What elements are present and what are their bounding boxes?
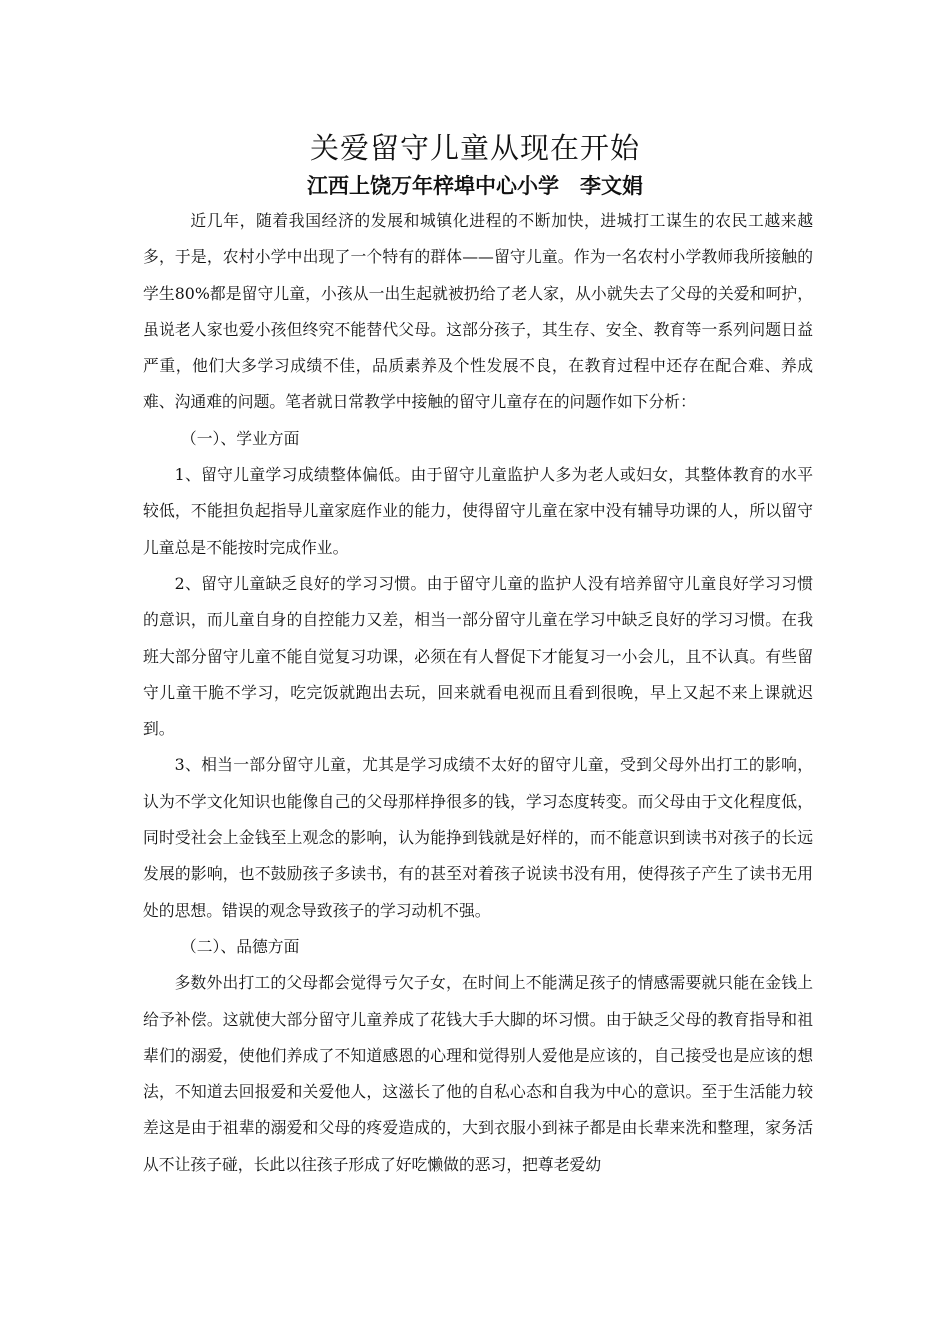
- academic-point-1: 1、留守儿童学习成绩整体偏低。由于留守儿童监护人多为老人或妇女，其整体教育的水平较低，不能担负起指导儿童家庭作业的能力，使得留守儿童在家中没有辅导功课的人，所以留守儿童总是不能按时完成作业。: [143, 465, 813, 557]
- document-title: 关爱留守儿童从现在开始: [309, 131, 640, 165]
- academic-point-2: 2、留守儿童缺乏良好的学习习惯。由于留守儿童的监护人没有培养留守儿童良好学习习惯的意识，而儿童自身的自控能力又差，相当一部分留守儿童在学习中缺乏良好的学习习惯。在我班大部分留守儿童不能自觉复习功课，必须在有人督促下才能复习一小会儿，且不认真。有些留守儿童干脆不学习，吃完饭就跑出去玩，回来就看电视而且看到很晚，早上又起不来上课就迟到。: [143, 573, 813, 739]
- section-heading-academic: （一）、学业方面: [180, 428, 300, 448]
- document-body: [143, 203, 813, 1183]
- morality-paragraph: 多数外出打工的父母都会觉得亏欠子女，在时间上不能满足孩子的情感需要就只能在金钱上给予补偿。这就使大部分留守儿童养成了花钱大手大脚的坏习惯。由于缺乏父母的教育指导和祖辈们的溺爱，使他们养成了不知道感恩的心理和觉得别人爱他是应该的，自己接受也是应该的想法，不知道去回报爱和关爱他人，这滋长了他的自私心态和自我为中心的意识。至于生活能力较差这是由于祖辈的溺爱和父母的疼爱造成的，大到衣服小到袜子都是由长辈来洗和整理，家务活从不让孩子碰，长此以往孩子形成了好吃懒做的恶习，把尊老爱幼: [143, 973, 813, 1174]
- section-heading-morality: （二）、品德方面: [180, 936, 300, 956]
- document-byline: 江西上饶万年梓埠中心小学 李文娟: [307, 174, 643, 198]
- academic-point-3: 3、相当一部分留守儿童，尤其是学习成绩不太好的留守儿童，受到父母外出打工的影响，认为不学文化知识也能像自己的父母那样挣很多的钱，学习态度转变。而父母由于文化程度低，同时受社会上金钱至上观念的影响，认为能挣到钱就是好样的，而不能意识到读书对孩子的长远发展的影响，也不鼓励孩子多读书，有的甚至对着孩子说读书没有用，使得孩子产生了读书无用处的思想。错误的观念导致孩子的学习动机不强。: [143, 755, 813, 920]
- intro-paragraph: 近几年，随着我国经济的发展和城镇化进程的不断加快，进城打工谋生的农民工越来越多，于是，农村小学中出现了一个特有的群体——留守儿童。作为一名农村小学教师我所接触的学生80%都是留守儿童，小孩从一出生起就被扔给了老人家，从小就失去了父母的关爱和呵护，虽说老人家也爱小孩但终究不能替代父母。这部分孩子，其生存、安全、教育等一系列问题日益严重，他们大多学习成绩不佳，品质素养及个性发展不良，在教育过程中还存在配合难、养成难、沟通难的问题。笔者就日常教学中接触的留守儿童存在的问题作如下分析：: [143, 211, 813, 412]
